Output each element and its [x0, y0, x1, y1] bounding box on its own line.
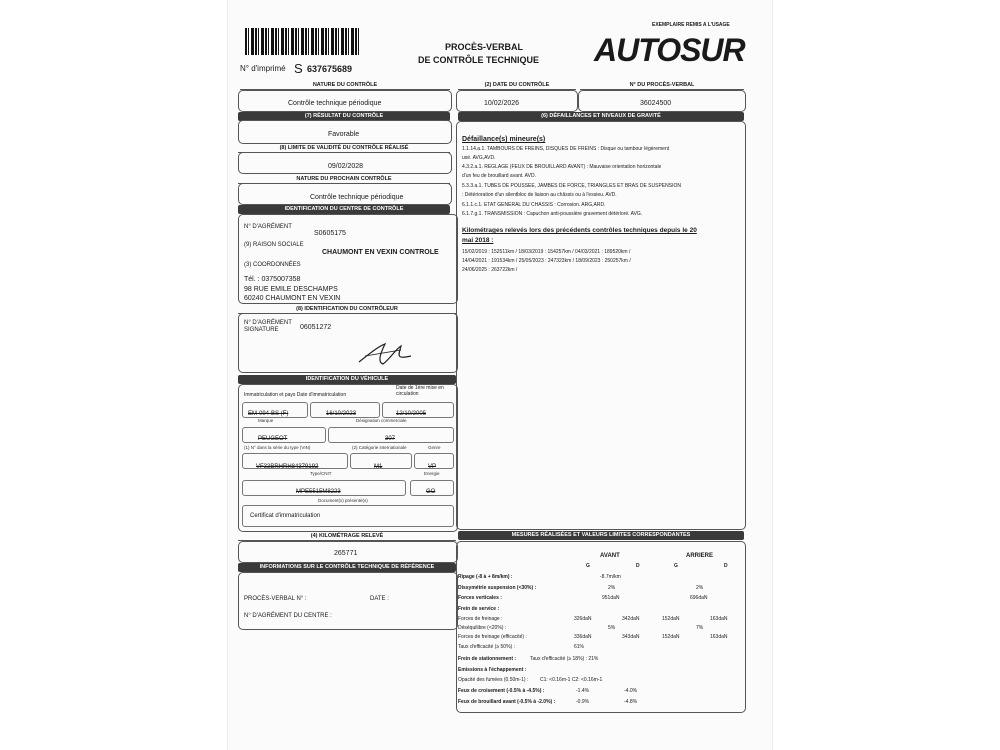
- centre-label: IDENTIFICATION DU CENTRE DE CONTRÔLE: [238, 205, 450, 214]
- km-line-1: 15/02/2019 : 152511km / 18/03/2019 : 154257km / 04/03/2021 : 189520km /: [462, 249, 631, 255]
- date-value: 10/02/2026: [484, 100, 520, 107]
- desequilibre-label: Déséquilibre (<20%) :: [458, 625, 507, 631]
- centre-tel: Tél. : 0375007358: [244, 276, 301, 283]
- categorie-value: M1: [374, 464, 383, 470]
- ff-rg: 152daN: [662, 616, 680, 622]
- immat-value: EM-094-BS (F): [248, 411, 289, 417]
- frein-service-label: Frein de service :: [458, 606, 500, 612]
- genre-label: Genre: [428, 445, 441, 450]
- dissym-label: Dissymétrie suspension (<30%) :: [458, 585, 537, 591]
- croisement-label: Feux de croisement (-0.5% à -4.5%) :: [458, 688, 545, 694]
- prochain-label: NATURE DU PROCHAIN CONTRÔLE: [238, 175, 450, 184]
- immat-header: Immatriculation et pays Date d'immatriculation: [244, 392, 347, 398]
- kilometrage-label: (4) KILOMÉTRAGE RELEVÉ: [238, 532, 456, 541]
- limite-value: 09/02/2028: [328, 163, 364, 170]
- title-line2: DE CONTRÔLE TECHNIQUE: [418, 55, 540, 65]
- imprime-letter: S: [294, 61, 303, 76]
- taux-label: Taux d'efficacité (≥ 50%) :: [458, 644, 515, 650]
- contre-visite-label: INFORMATIONS SUR LE CONTRÔLE TECHNIQUE DE RÉFÉRENCE: [238, 563, 456, 572]
- forces-eff-label: Forces de freinage (efficacité) :: [458, 634, 527, 640]
- brouillard-d: -4.8%: [624, 699, 638, 705]
- arriere-g: G: [674, 563, 678, 569]
- opacite-label: Opacité des fumées (0.50m-1) :: [458, 677, 529, 683]
- date-label: (2) DATE DU CONTRÔLE: [458, 81, 576, 90]
- premiere-circ-label: Date de 1ère mise en circulation: [396, 385, 444, 397]
- centre-addr2: 60240 CHAUMONT EN VEXIN: [244, 295, 341, 302]
- stationnement-value: Taux d'efficacité (≥ 18%) : 21%: [530, 656, 599, 662]
- type-label: Type/CNIT: [310, 471, 332, 476]
- designation-label: Désignation commerciale: [356, 418, 407, 423]
- centre-raison-value: CHAUMONT EN VEXIN CONTROLE: [322, 249, 439, 256]
- forces-avant: 951daN: [602, 595, 620, 601]
- defaillance-line-4: d'un feu de brouillard avant. AVD.: [462, 173, 536, 179]
- imprime-label: N° d'imprimé: [240, 64, 286, 73]
- km-title-1: Kilométrages relevés lors des précédents contrôles techniques depuis le 20: [462, 227, 697, 234]
- marque-value: PEUGEOT: [258, 436, 288, 442]
- resultat-label: (7) RÉSULTAT DU CONTRÔLE: [238, 112, 450, 121]
- fe-ad: 343daN: [622, 634, 640, 640]
- avant-d: D: [636, 563, 640, 569]
- deseq-arriere: 7%: [696, 625, 704, 631]
- vehicule-label: IDENTIFICATION DU VÉHICULE: [238, 375, 456, 384]
- contre-visite-date-label: DATE :: [370, 596, 389, 602]
- centre-raison-label: (9) RAISON SOCIALE: [244, 242, 304, 248]
- defaillance-line-2: usé. AVG,AVD.: [462, 155, 496, 161]
- centre-agrement-label: N° D'AGRÉMENT: [244, 224, 292, 230]
- defaillance-line-5: 5.3.3.a.1. TUBES DE POUSSEE, JAMBES DE FORCE, TRIANGLES ET BRAS DE SUSPENSION: [462, 183, 681, 189]
- centre-agrement-value: S0605175: [314, 230, 346, 237]
- defaillance-line-7: 6.1.1.c.1. ETAT GENERAL DU CHASSIS : Corrosion. ARG,ARD.: [462, 202, 606, 208]
- mesures-arriere: ARRIERE: [686, 553, 714, 559]
- ripage-value: -8.7m/km: [600, 574, 621, 580]
- nature-value: Contrôle technique périodique: [288, 100, 382, 107]
- forces-arriere: 696daN: [690, 595, 708, 601]
- controleur-label: (8) IDENTIFICATION DU CONTRÔLEUR: [238, 305, 456, 314]
- vin-label: (1) N° dans la série du type (VIN): [244, 445, 311, 450]
- defaillance-line-3: 4.3.2.a.1. REGLAGE (FEUX DE BROUILLARD AVANT) : Mauvaise orientation horizontale: [462, 164, 662, 170]
- barcode: [245, 28, 360, 55]
- croisement-d: -4.0%: [624, 688, 638, 694]
- resultat-value: Favorable: [328, 131, 360, 138]
- nature-label: NATURE DU CONTRÔLE: [240, 81, 450, 90]
- date-immat-value: 16/10/2023: [326, 411, 357, 417]
- centre-coord-label: (3) COORDONNÉES: [244, 262, 301, 268]
- emissions-label: Emissions à l'échappement :: [458, 667, 527, 673]
- date-circ-value: 12/10/2005: [396, 411, 427, 417]
- brouillard-g: -0.9%: [576, 699, 590, 705]
- fe-rd: 163daN: [710, 634, 728, 640]
- contre-visite-pv-label: PROCÈS-VERBAL N° :: [244, 596, 307, 602]
- pv-label: N° DU PROCÈS-VERBAL: [580, 81, 744, 90]
- km-title-2: mai 2018 :: [462, 237, 494, 244]
- title-line1: PROCÈS-VERBAL: [445, 42, 524, 52]
- document-value: Certificat d'immatriculation: [250, 513, 321, 519]
- croisement-g: -1.4%: [576, 688, 590, 694]
- controleur-agrement-label: N° D'AGRÉMENT: [244, 320, 292, 326]
- km-line-3: 24/06/2025 : 263722km /: [462, 267, 518, 273]
- autosur-logo: AUTOSUR: [594, 32, 745, 68]
- categorie-label: (2) Catégorie internationale: [352, 445, 407, 450]
- designation-value: 307: [385, 436, 396, 442]
- energie-value: GO: [426, 489, 436, 495]
- forces-freinage-label: Forces de freinage :: [458, 616, 503, 622]
- dissym-arriere: 2%: [696, 585, 704, 591]
- km-line-2: 14/04/2021 : 191534km / 25/05/2023 : 247323km / 18/09/2023 : 250257km /: [462, 258, 631, 264]
- ff-ag: 326daN: [574, 616, 592, 622]
- controleur-signature-label: SIGNATURE: [244, 327, 279, 333]
- contre-visite-agrement-label: N° D'AGRÉMENT DU CENTRE :: [244, 613, 332, 619]
- arriere-d: D: [724, 563, 728, 569]
- fe-rg: 152daN: [662, 634, 680, 640]
- ff-rd: 163daN: [710, 616, 728, 622]
- imprime-number: 637675689: [307, 64, 353, 74]
- defaillance-line-8: 6.1.7.g.1. TRANSMISSION : Capuchon anti-poussière gravement détérioré. AVG.: [462, 211, 643, 217]
- documents-label: Document(s) présenté(s): [318, 498, 368, 503]
- fe-ag: 336daN: [574, 634, 592, 640]
- opacite-value: C1: <0.16m-1 C2: <0.16m-1: [540, 677, 603, 683]
- defaillances-label: (6) DÉFAILLANCES ET NIVEAUX DE GRAVITÉ: [458, 112, 744, 121]
- copy-note: EXEMPLAIRE REMIS A L'USAGE: [652, 22, 730, 28]
- marque-label: Marque: [258, 418, 274, 423]
- taux-value: 61%: [574, 644, 585, 650]
- kilometrage-value: 265771: [334, 550, 358, 557]
- limite-label: (8) LIMITE DE VALIDITÉ DU CONTRÔLE RÉALISÉ: [238, 144, 450, 153]
- mesures-label: MESURES RÉALISÉES ET VALEURS LIMITES CORRESPONDANTES: [458, 531, 744, 540]
- ripage-label: Ripage (-8 à + 8m/km) :: [458, 574, 513, 580]
- centre-addr1: 98 RUE EMILE DESCHAMPS: [244, 286, 338, 293]
- vin-value: VF33BRHRH84379192: [256, 464, 319, 470]
- defaillances-title: Défaillance(s) mineure(s): [462, 136, 546, 143]
- controleur-agrement-value: 06051272: [300, 324, 332, 331]
- defaillance-line-6: : Détérioration d'un silentbloc de liaison au châssis ou à l'essieu. AVD.: [462, 192, 617, 198]
- dissym-avant: 2%: [608, 585, 616, 591]
- signature-scribble: [355, 336, 415, 372]
- avant-g: G: [586, 563, 590, 569]
- energie-label: Energie: [424, 471, 440, 476]
- ff-ad: 342daN: [622, 616, 640, 622]
- genre-value: VP: [428, 464, 437, 470]
- deseq-avant: 5%: [608, 625, 616, 631]
- stationnement-label: Frein de stationnement :: [458, 656, 517, 662]
- brouillard-label: Feux de brouillard avant (-0.5% à -2.0%) :: [458, 699, 556, 705]
- defaillance-line-1: 1.1.14.a.1. TAMBOURS DE FREINS, DISQUES DE FREINS : Disque ou tambour légèrement: [462, 146, 670, 152]
- type-value: MPE5515M8223: [296, 489, 341, 495]
- prochain-value: Contrôle technique périodique: [310, 194, 404, 201]
- forces-label: Forces verticales :: [458, 595, 502, 601]
- mesures-avant: AVANT: [600, 553, 620, 559]
- pv-value: 36024500: [640, 100, 672, 107]
